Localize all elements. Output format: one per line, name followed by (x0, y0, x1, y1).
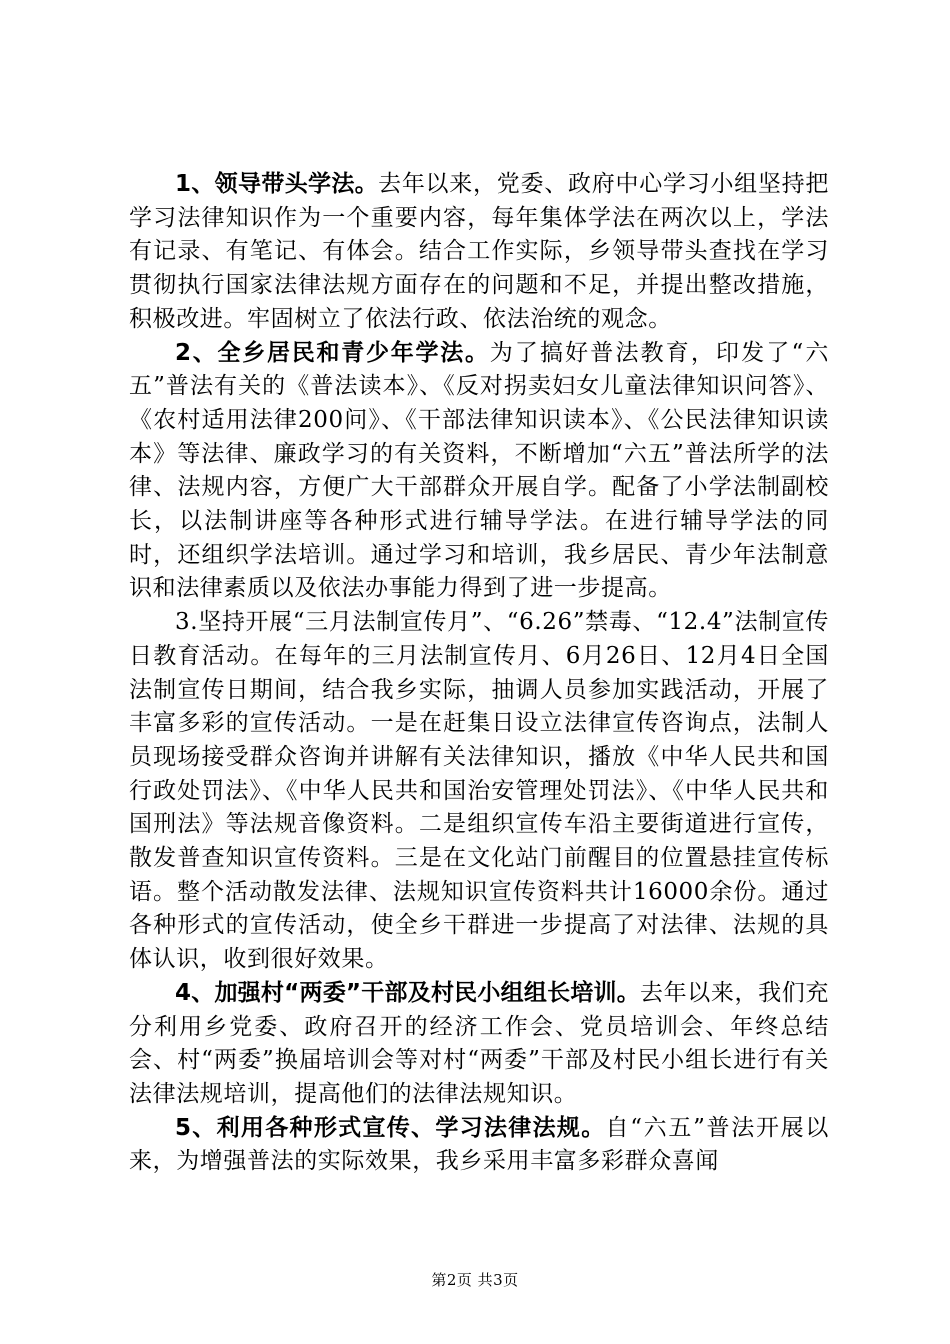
paragraph-5-heading: 5、利用各种形式宣传、学习法律法规。 (175, 1114, 606, 1141)
paragraph-1-text: 去年以来，党委、政府中心学习小组坚持把学习法律知识作为一个重要内容，每年集体学法在两次以上，学法有记录、有笔记、有体会。结合工作实际，乡领导带头查找在学习贯彻执行国家法律法规方面存在的问题和不足，并提出整改措施，积极改进。牢固树立了依法行政、依法治统的观念。 (129, 171, 829, 332)
paragraph-5-text: 自“六五”普法开展以来，为增强普法的实际效果，我乡采用丰富多彩群众喜闻 (129, 1114, 829, 1175)
paragraph-4-heading: 4、加强村“两委”干部及村民小组组长培训。 (175, 979, 640, 1006)
paragraph-3-text: 3.坚持开展“三月法制宣传月”、“6.26”禁毒、“12.4”法制宣传日教育活动。在每年的三月法制宣传月、6月26日、12月4日全国法制宣传日期间，结合我乡实际，抽调人员参加实践活动，开展了丰富多彩的宣传活动。一是在赶集日设立法律宣传咨询点，法制人员现场接受群众咨询并讲解有关法律知识，播放《中华人民共和国行政处罚法》、《中华人民共和国治安管理处罚法》、《中华人民共和国刑法》等法规音像资料。二是组织宣传车沿主要街道进行宣传，散发普查知识宣传资料。三是在文化站门前醒目的位置悬挂宣传标语。整个活动散发法律、法规知识宣传资料共计16000余份。通过各种形式的宣传活动，使全乡干群进一步提高了对法律、法规的具体认识，收到很好效果。 (129, 609, 829, 973)
paragraph-2-heading: 2、全乡居民和青少年学法。 (175, 339, 490, 366)
paragraph-2-text: 为了搞好普法教育，印发了“六五”普法有关的《普法读本》、《反对拐卖妇女儿童法律知识问答》、《农村适用法律200问》、《干部法律知识读本》、《公民法律知识读本》等法律、廉政学习的有关资料，不断增加“六五”普法所学的法律、法规内容，方便广大干部群众开展自学。配备了小学法制副校长，以法制讲座等各种形式进行辅导学法。在进行辅导学法的同时，还组织学法培训。通过学习和培训，我乡居民、青少年法制意识和法律素质以及依法办事能力得到了进一步提高。 (129, 339, 829, 602)
paragraph-2 (129, 337, 829, 607)
paragraph-3 (129, 606, 829, 977)
page-number-footer: 第2页 共3页 (431, 1271, 519, 1289)
paragraph-5 (129, 1112, 829, 1179)
document-body (129, 168, 829, 1179)
paragraph-1-heading: 1、领导带头学法。 (175, 171, 379, 197)
paragraph-1 (129, 168, 829, 337)
paragraph-4-text: 去年以来，我们充分利用乡党委、政府召开的经济工作会、党员培训会、年终总结会、村“两委”换届培训会等对村“两委”干部及村民小组长进行有关法律法规培训，提高他们的法律法规知识。 (129, 979, 829, 1107)
paragraph-4 (129, 977, 829, 1112)
